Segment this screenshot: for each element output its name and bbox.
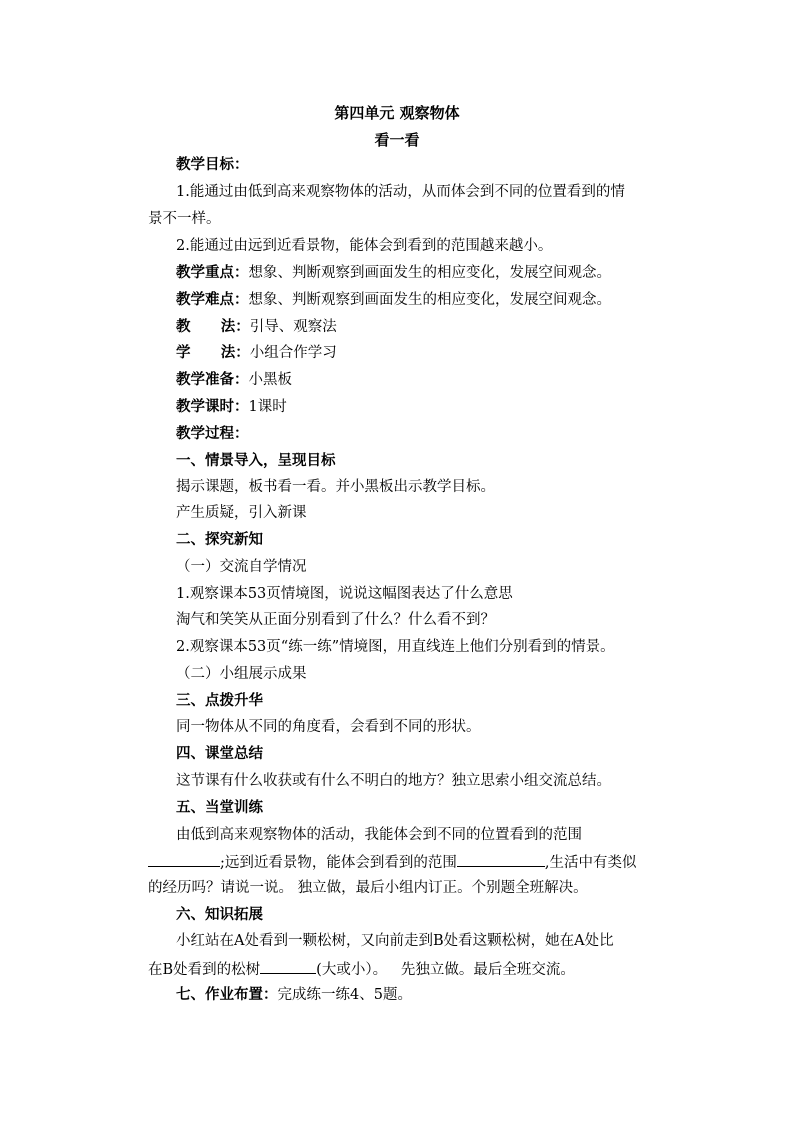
key-point — [176, 263, 611, 283]
teach-method-label: 教 法： — [176, 319, 250, 335]
answer-blank-3[interactable] — [260, 958, 316, 974]
hours-text: 1课时 — [248, 399, 287, 415]
goal-1-line-2: 景不一样。 — [148, 211, 221, 227]
section-2-heading: 二、探究新知 — [176, 532, 263, 548]
section-2-line-2: 淘气和笑笑从正面分别看到了什么？什么看不到？ — [176, 612, 495, 628]
section-1-line-2: 产生质疑，引入新课 — [176, 505, 307, 521]
section-6-line-2a: 在B处看到的松树 — [148, 962, 261, 978]
unit-title: 第四单元 观察物体 — [334, 104, 460, 122]
class-hours — [176, 397, 287, 417]
section-5-line-3: 的经历吗？请说一说。 独立做，最后小组内订正。个别题全班解决。 — [148, 880, 588, 896]
preparation — [176, 370, 292, 390]
answer-blank-1[interactable] — [148, 851, 220, 867]
section-2-line-1: 1.观察课本53页情境图，说说这幅图表达了什么意思 — [176, 586, 513, 602]
teach-method-text: 引导、观察法 — [249, 319, 337, 335]
prep-label: 教学准备： — [176, 372, 249, 388]
section-4-line-1: 这节课有什么收获或有什么不明白的地方？独立思索小组交流总结。 — [176, 773, 611, 789]
diff-text: 想象、判断观察到画面发生的相应变化，发展空间观念。 — [248, 292, 611, 308]
section-4-heading: 四、课堂总结 — [176, 746, 263, 762]
section-3-line-1: 同一物体从不同的角度看，会看到不同的形状。 — [176, 719, 481, 735]
section-7-text: 完成练一练4、5题。 — [277, 987, 412, 1003]
section-6-line-1: 小红站在A处看到一颗松树，又向前走到B处看这颗松树，她在A处比 — [176, 933, 614, 949]
diff-label: 教学难点： — [176, 292, 249, 308]
answer-blank-2[interactable] — [457, 851, 545, 867]
process-label: 教学过程： — [176, 426, 249, 442]
section-7-heading: 七、作业布置： — [176, 987, 278, 1003]
key-text: 想象、判断观察到画面发生的相应变化，发展空间观念。 — [248, 265, 611, 281]
section-2-line-3: 2.观察课本53页“练一练”情境图，用直线连上他们分别看到的情景。 — [176, 639, 615, 655]
learn-method-text: 小组合作学习 — [249, 345, 337, 361]
section-6-heading: 六、知识拓展 — [176, 907, 263, 923]
hours-label: 教学课时： — [176, 399, 249, 415]
section-5-line-1: 由低到高来观察物体的活动，我能体会到不同的位置看到的范围 — [176, 827, 582, 843]
section-1-line-1: 揭示课题，板书看一看。并小黑板出示教学目标。 — [176, 479, 495, 495]
section-5-line-2 — [148, 851, 637, 873]
section-3-heading: 三、点拨升华 — [176, 693, 263, 709]
goals-label: 教学目标： — [176, 157, 249, 173]
section-6-line-2b: (大或小）。 先独立做。最后全班交流。 — [316, 962, 575, 978]
goal-1-line-1: 1.能通过由低到高来观察物体的活动，从而体会到不同的位置看到的情 — [176, 184, 625, 200]
prep-text: 小黑板 — [248, 372, 292, 388]
section-1-heading: 一、情景导入，呈现目标 — [176, 453, 336, 469]
teaching-method — [176, 317, 337, 337]
section-2-sub-2: （二）小组展示成果 — [176, 666, 307, 682]
section-5-heading: 五、当堂训练 — [176, 800, 263, 816]
section-5-line-2b: ,生活中有类似 — [544, 855, 637, 871]
lesson-title: 看一看 — [374, 131, 420, 149]
section-2-sub-1: （一）交流自学情况 — [176, 559, 307, 575]
key-label: 教学重点： — [176, 265, 249, 281]
section-7 — [176, 985, 412, 1005]
goal-2: 2.能通过由远到近看景物，能体会到看到的范围越来越小。 — [176, 238, 553, 254]
section-5-line-2a: ;远到近看景物，能体会到看到的范围 — [220, 855, 457, 871]
learn-method-label: 学 法： — [176, 345, 250, 361]
difficult-point — [176, 290, 611, 310]
section-6-line-2 — [148, 958, 575, 980]
learning-method — [176, 343, 337, 363]
